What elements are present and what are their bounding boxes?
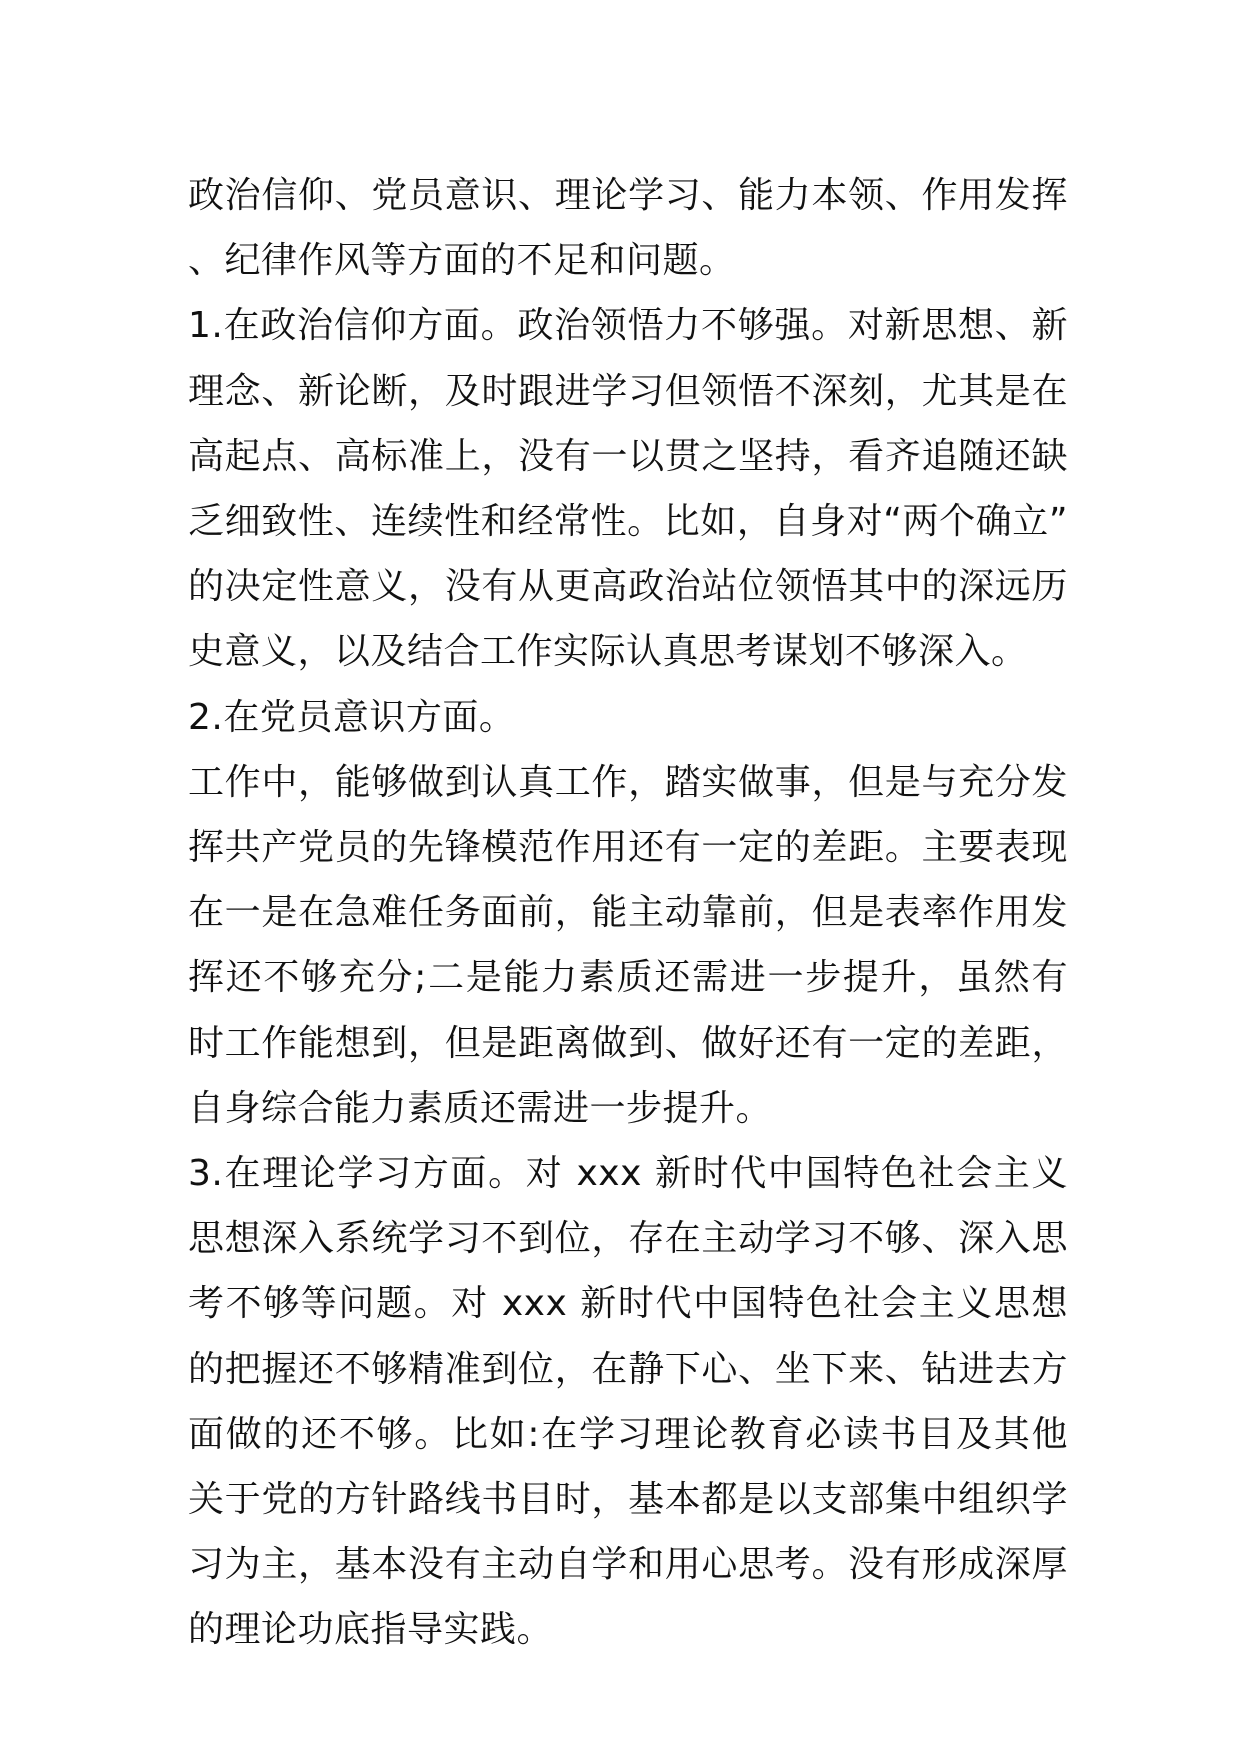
- paragraph-party-awareness: 工作中，能够做到认真工作，踏实做事，但是与充分发挥共产党员的先锋模范作用还有一定的差距。主要表现在一是在急难任务面前，能主动靠前，但是表率作用发挥还不够充分;二是能力素质还需进一步提升，虽然有时工作能想到，但是距离做到、做好还有一定的差距，自身综合能力素质还需进一步提升。: [188, 761, 1068, 1129]
- paragraph-intro: 政治信仰、党员意识、理论学习、能力本领、作用发挥、纪律作风等方面的不足和问题。: [188, 175, 1068, 282]
- paragraph-theory-study: 3.在理论学习方面。对 xxx 新时代中国特色社会主义思想深入系统学习不到位，存在主动学习不够、深入思考不够等问题。对 xxx 新时代中国特色社会主义思想的把握还不够精准到位，在静下心、坐下来、钻进去方面做的还不够。比如:在学习理论教育必读书目及其他关于党的方针路线书目时，基本都是以支部集中组织学习为主，基本没有主动自学和用心思考。没有形成深厚的理论功底指导实践。: [188, 1153, 1068, 1651]
- paragraph-party-awareness-heading: 2.在党员意识方面。: [188, 696, 516, 738]
- document-body: [188, 163, 1068, 1663]
- paragraph-political-belief: 1.在政治信仰方面。政治领悟力不够强。对新思想、新理念、新论断，及时跟进学习但领悟不深刻，尤其是在高起点、高标准上，没有一以贯之坚持，看齐追随还缺乏细致性、连续性和经常性。比如，自身对“两个确立”的决定性意义，没有从更高政治站位领悟其中的深远历史意义，以及结合工作实际认真思考谋划不够深入。: [188, 305, 1068, 673]
